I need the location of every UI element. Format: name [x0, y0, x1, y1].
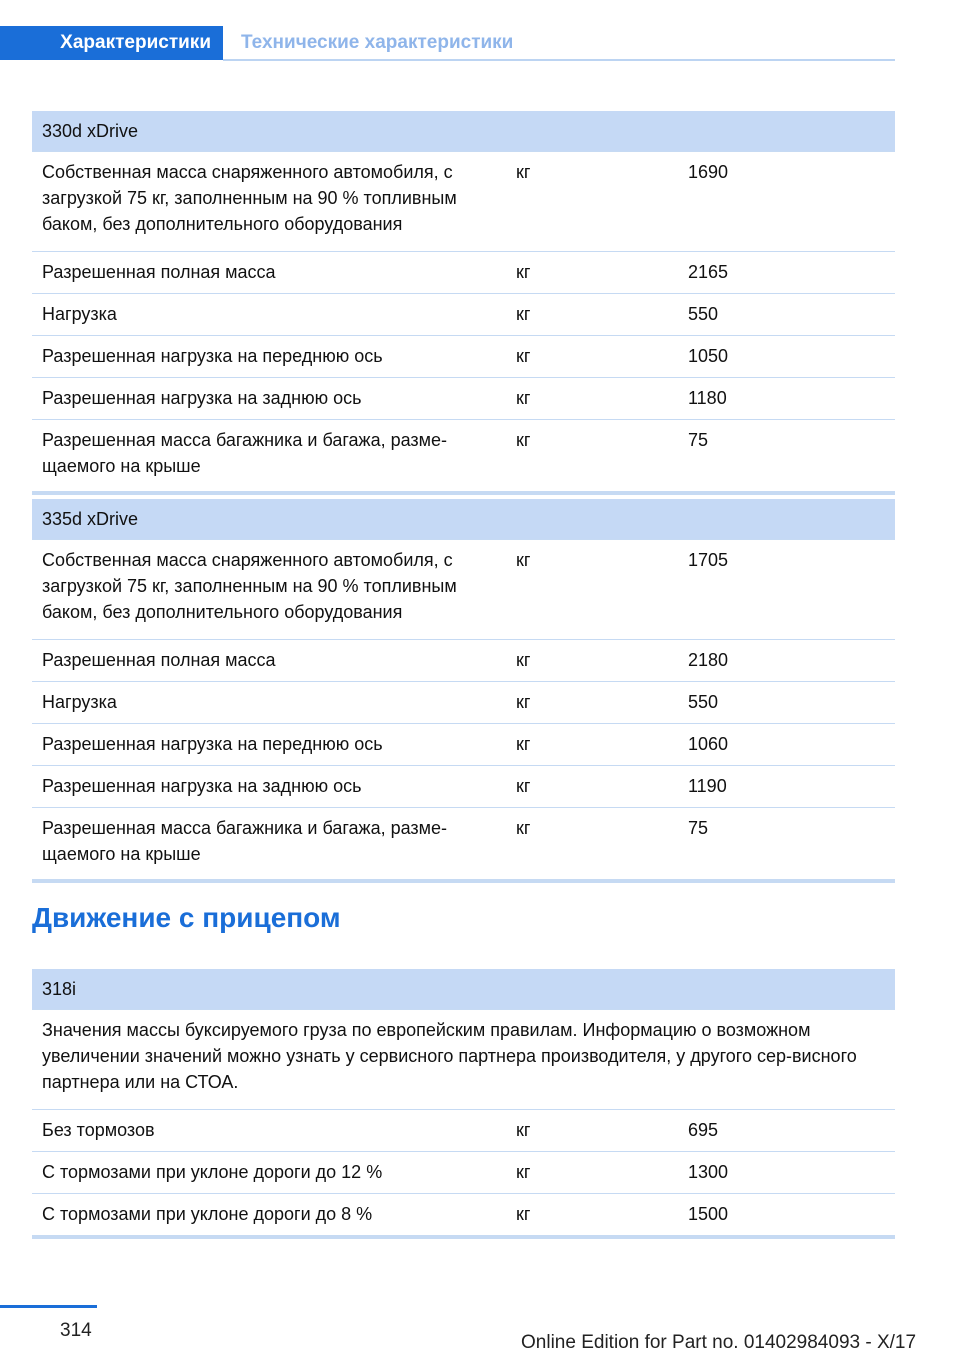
row-value: 1180	[678, 378, 895, 420]
tab-technical-characteristics[interactable]: Технические характеристики	[241, 32, 514, 53]
row-unit: кг	[506, 766, 678, 808]
table-row	[32, 252, 895, 294]
header-divider	[223, 59, 895, 61]
row-unit: кг	[506, 682, 678, 724]
row-value: 75	[678, 808, 895, 882]
table-row	[32, 724, 895, 766]
edition-note: Online Edition for Part no. 01402984093 - X/17	[521, 1332, 917, 1353]
footer-accent-line	[0, 1305, 97, 1308]
row-unit: кг	[506, 420, 678, 494]
table-row	[32, 1152, 895, 1194]
tab-characteristics[interactable]: Характеристики	[0, 26, 223, 60]
row-value: 1300	[678, 1152, 895, 1194]
row-unit: кг	[506, 540, 678, 640]
table-row	[32, 640, 895, 682]
row-unit: кг	[506, 808, 678, 882]
row-unit: кг	[506, 152, 678, 252]
row-label: Разрешенная нагрузка на переднюю ось	[32, 724, 506, 766]
row-value: 1500	[678, 1194, 895, 1238]
row-label: Разрешенная нагрузка на переднюю ось	[32, 336, 506, 378]
row-unit: кг	[506, 1110, 678, 1152]
table-row	[32, 152, 895, 252]
table-335d-xdrive	[32, 499, 895, 883]
row-value: 550	[678, 682, 895, 724]
row-label: Без тормозов	[32, 1110, 506, 1152]
table-title: 330d xDrive	[32, 111, 895, 152]
row-value: 2165	[678, 252, 895, 294]
row-unit: кг	[506, 640, 678, 682]
row-unit: кг	[506, 336, 678, 378]
table-title: 335d xDrive	[32, 499, 895, 540]
row-label: Разрешенная полная масса	[32, 252, 506, 294]
row-label: Разрешенная нагрузка на заднюю ось	[32, 378, 506, 420]
row-unit: кг	[506, 1194, 678, 1238]
table-note: Значения массы буксируемого груза по европейским правилам. Информацию о возможном увеличении значений можно узнать у сервисного партнера производителя, у другого сер-висного партнера или на СТОА.	[32, 1010, 895, 1110]
table-row	[32, 378, 895, 420]
row-unit: кг	[506, 294, 678, 336]
row-label: С тормозами при уклоне дороги до 8 %	[32, 1194, 506, 1238]
table-note-row	[32, 1010, 895, 1110]
row-value: 1190	[678, 766, 895, 808]
section-title-towing: Движение с прицепом	[32, 902, 341, 933]
row-label: Собственная масса снаряженного автомобиля, с загрузкой 75 кг, заполненным на 90 % топливным баком, без дополнительного оборудования	[32, 540, 506, 640]
row-label: Разрешенная масса багажника и багажа, разме-щаемого на крыше	[32, 420, 506, 494]
row-unit: кг	[506, 252, 678, 294]
table-row	[32, 336, 895, 378]
row-label: Нагрузка	[32, 682, 506, 724]
row-label: Разрешенная нагрузка на заднюю ось	[32, 766, 506, 808]
row-value: 1060	[678, 724, 895, 766]
row-value: 75	[678, 420, 895, 494]
table-row	[32, 1194, 895, 1238]
table-row	[32, 420, 895, 494]
row-unit: кг	[506, 378, 678, 420]
row-value: 1690	[678, 152, 895, 252]
table-row	[32, 540, 895, 640]
table-row	[32, 766, 895, 808]
row-label: С тормозами при уклоне дороги до 12 %	[32, 1152, 506, 1194]
table-row	[32, 1110, 895, 1152]
row-value: 550	[678, 294, 895, 336]
table-318i-towing	[32, 969, 895, 1239]
row-label: Собственная масса снаряженного автомобиля, с загрузкой 75 кг, заполненным на 90 % топливным баком, без дополнительного оборудования	[32, 152, 506, 252]
table-title: 318i	[32, 969, 895, 1010]
row-unit: кг	[506, 1152, 678, 1194]
row-value: 695	[678, 1110, 895, 1152]
page-number: 314	[60, 1320, 92, 1341]
row-value: 1050	[678, 336, 895, 378]
row-value: 2180	[678, 640, 895, 682]
row-label: Разрешенная масса багажника и багажа, разме-щаемого на крыше	[32, 808, 506, 882]
row-unit: кг	[506, 724, 678, 766]
table-row	[32, 808, 895, 882]
table-row	[32, 294, 895, 336]
table-330d-xdrive	[32, 111, 895, 495]
row-label: Нагрузка	[32, 294, 506, 336]
table-row	[32, 682, 895, 724]
row-label: Разрешенная полная масса	[32, 640, 506, 682]
page-header	[0, 26, 895, 62]
row-value: 1705	[678, 540, 895, 640]
